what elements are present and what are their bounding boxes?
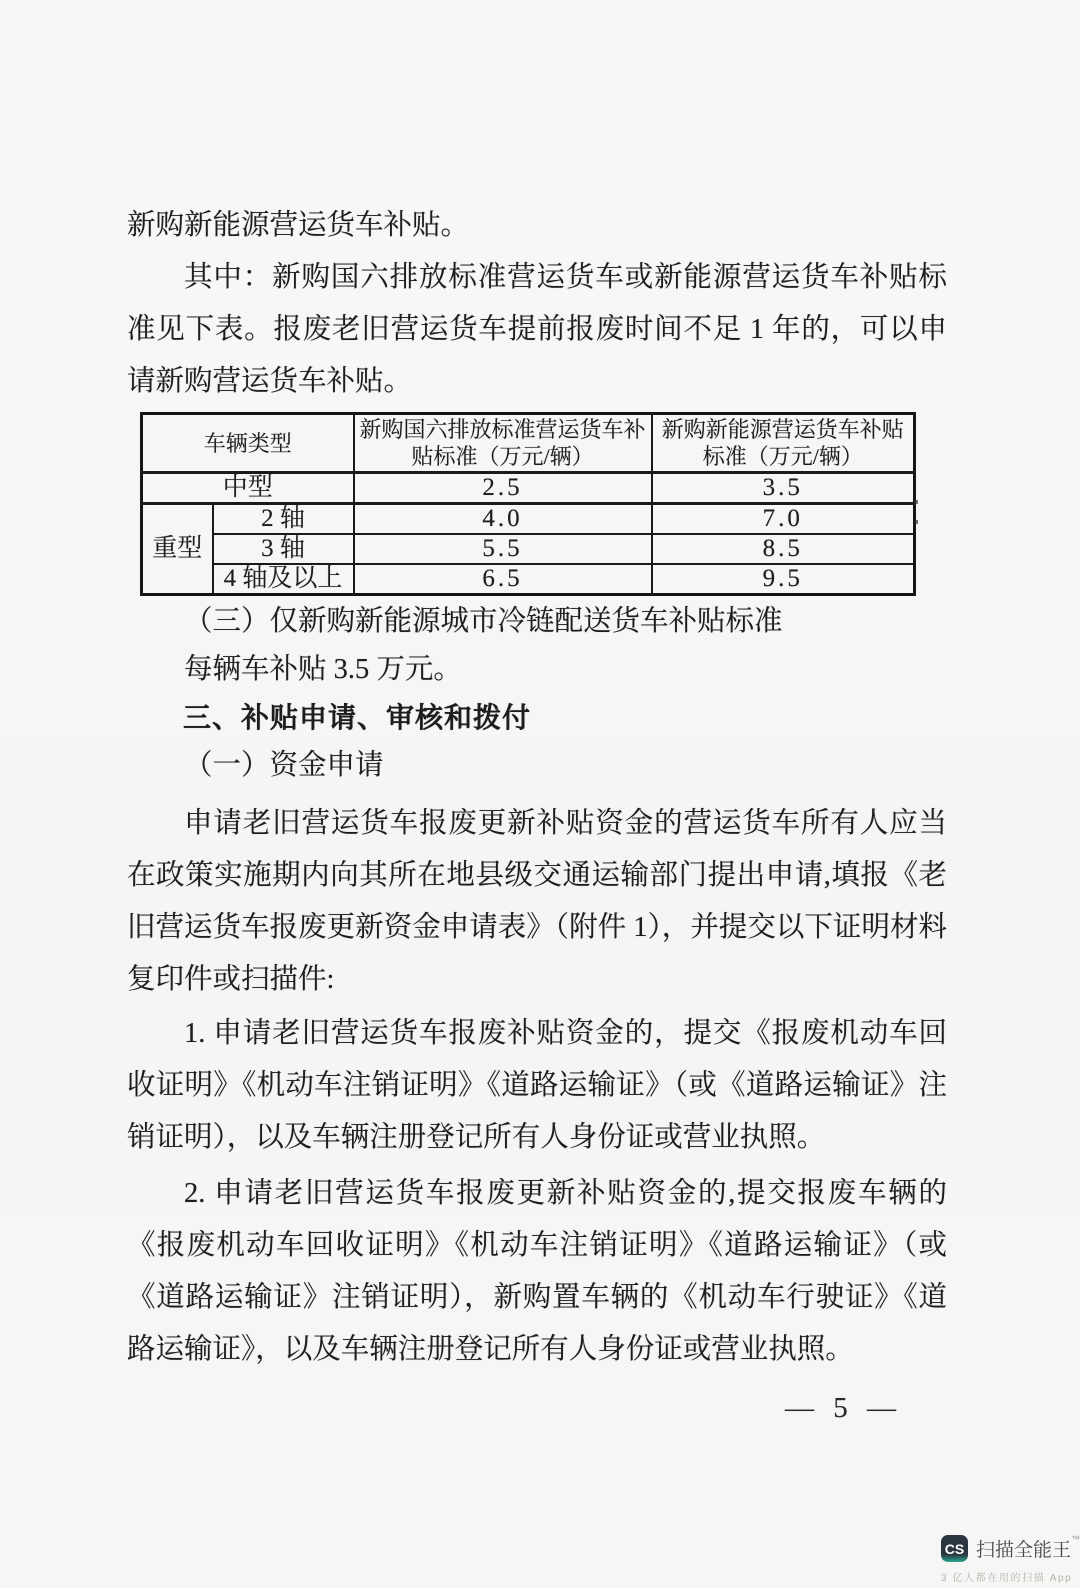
- watermark-app-name-text: 扫描全能王: [976, 1540, 1072, 1561]
- paragraph-qizhong: 其中：新购国六排放标准营运货车或新能源营运货车补贴标准见下表。报废老旧营运货车提前报废时间不足 1 年的，可以申请新购营运货车补贴。: [127, 262, 947, 397]
- trademark-symbol: ™: [1071, 1534, 1080, 1544]
- watermark-tagline: 3 亿人都在用的扫描 App: [941, 1573, 1073, 1584]
- cell-4axle-label: 4 轴及以上: [213, 564, 354, 595]
- page-number: — 5 —: [785, 1392, 897, 1424]
- document-page: [127, 200, 947, 1376]
- list-item-2: 2. 申请老旧营运货车报废更新补贴资金的,提交报废车辆的《报废机动车回收证明》《机动车注销证明》《道路运输证》（或《道路运输证》注销证明），新购置车辆的《机动车行驶证》《道路运输证》，以及车辆注册登记所有人身份证或营业执照。: [127, 1178, 947, 1365]
- list-item-1: 1. 申请老旧营运货车报废补贴资金的，提交《报废机动车回收证明》《机动车注销证明》《道路运输证》（或《道路运输证》注销证明），以及车辆注册登记所有人身份证或营业执照。: [127, 1018, 947, 1153]
- header-vehicle-type: 车辆类型: [142, 414, 354, 473]
- header-guo6-subsidy: 新购国六排放标准营运货车补贴标准（万元/辆）: [354, 414, 652, 473]
- sub1-heading: （一）资金申请: [184, 750, 384, 781]
- watermark-app-name: [976, 1535, 1080, 1562]
- cell-medium-nev: 3.5: [652, 473, 915, 504]
- section3-heading: 三、补贴申请、审核和拨付: [183, 702, 532, 733]
- cell-4axle-nev: 9.5: [652, 564, 915, 595]
- camscanner-logo-icon: CS: [941, 1535, 968, 1562]
- cell-2axle-guo6: 4.0: [354, 504, 652, 535]
- cell-2axle-label: 2 轴: [213, 504, 354, 535]
- paragraph-apply: 申请老旧营运货车报废更新补贴资金的营运货车所有人应当在政策实施期内向其所在地县级交通运输部门提出申请,填报《老旧营运货车报废更新资金申请表》（附件 1），并提交以下证明材料复印件或扫描件:: [127, 808, 947, 995]
- watermark-logo-row: [941, 1534, 1080, 1562]
- cell-3axle-label: 3 轴: [213, 534, 354, 564]
- cell-2axle-nev: 7.0: [652, 504, 915, 535]
- cell-heavy-label: 重型: [142, 504, 213, 595]
- cell-medium-label: 中型: [142, 473, 354, 504]
- paragraph-intro: 新购新能源营运货车补贴。: [127, 210, 470, 241]
- subsidy-standard-table: [140, 412, 916, 596]
- cell-3axle-nev: 8.5: [652, 534, 915, 564]
- cell-4axle-guo6: 6.5: [354, 564, 652, 595]
- item3-body: 每辆车补贴 3.5 万元。: [184, 654, 462, 685]
- table-row-heavy-4axle: [142, 564, 915, 595]
- item3-heading: （三）仅新购新能源城市冷链配送货车补贴标准: [184, 606, 783, 637]
- table-row-medium: [142, 473, 915, 504]
- table-row-heavy-3axle: [142, 534, 915, 564]
- cell-3axle-guo6: 5.5: [354, 534, 652, 564]
- camscanner-watermark: [941, 1534, 1080, 1584]
- table-header-row: [142, 414, 915, 473]
- cell-medium-guo6: 2.5: [354, 473, 652, 504]
- header-nev-subsidy: 新购新能源营运货车补贴标准（万元/辆）: [652, 414, 915, 473]
- table-row-heavy-2axle: [142, 504, 915, 535]
- scan-artifact: [914, 500, 918, 524]
